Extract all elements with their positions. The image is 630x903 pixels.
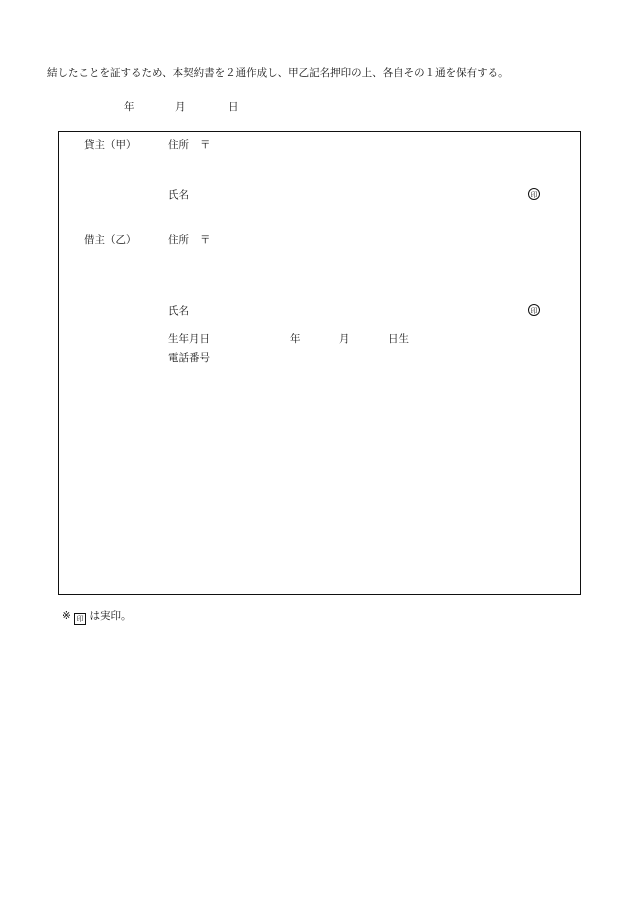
lender-postal-mark: 〒 <box>200 139 211 151</box>
lender-title: 貸主（甲） <box>84 139 137 151</box>
footnote <box>62 609 132 625</box>
borrower-postal-mark: 〒 <box>200 234 211 246</box>
birthdate-label: 生年月日 <box>168 333 210 345</box>
date-day-label: 日 <box>228 101 239 113</box>
date-year-label: 年 <box>124 101 135 113</box>
borrower-title: 借主（乙） <box>84 234 137 246</box>
borrower-address-label: 住所 <box>168 234 189 246</box>
lender-address-label: 住所 <box>168 139 189 151</box>
footnote-mark: ※ <box>62 610 71 622</box>
footnote-text: は実印。 <box>89 610 132 622</box>
lender-name-label: 氏名 <box>168 189 189 201</box>
birth-year-label: 年 <box>290 333 301 345</box>
lender-seal-icon: 印 <box>528 188 540 200</box>
borrower-seal-icon: 印 <box>528 304 540 316</box>
signature-box <box>58 131 581 595</box>
intro-paragraph: 結したことを証するため、本契約書を２通作成し、甲乙記名押印の上、各自その１通を保有する。 <box>47 67 509 79</box>
borrower-name-label: 氏名 <box>168 305 189 317</box>
phone-label: 電話番号 <box>168 352 210 364</box>
birth-day-label: 日生 <box>388 333 409 345</box>
registered-seal-icon: 印 <box>74 613 86 625</box>
birth-month-label: 月 <box>339 333 350 345</box>
date-month-label: 月 <box>175 101 186 113</box>
